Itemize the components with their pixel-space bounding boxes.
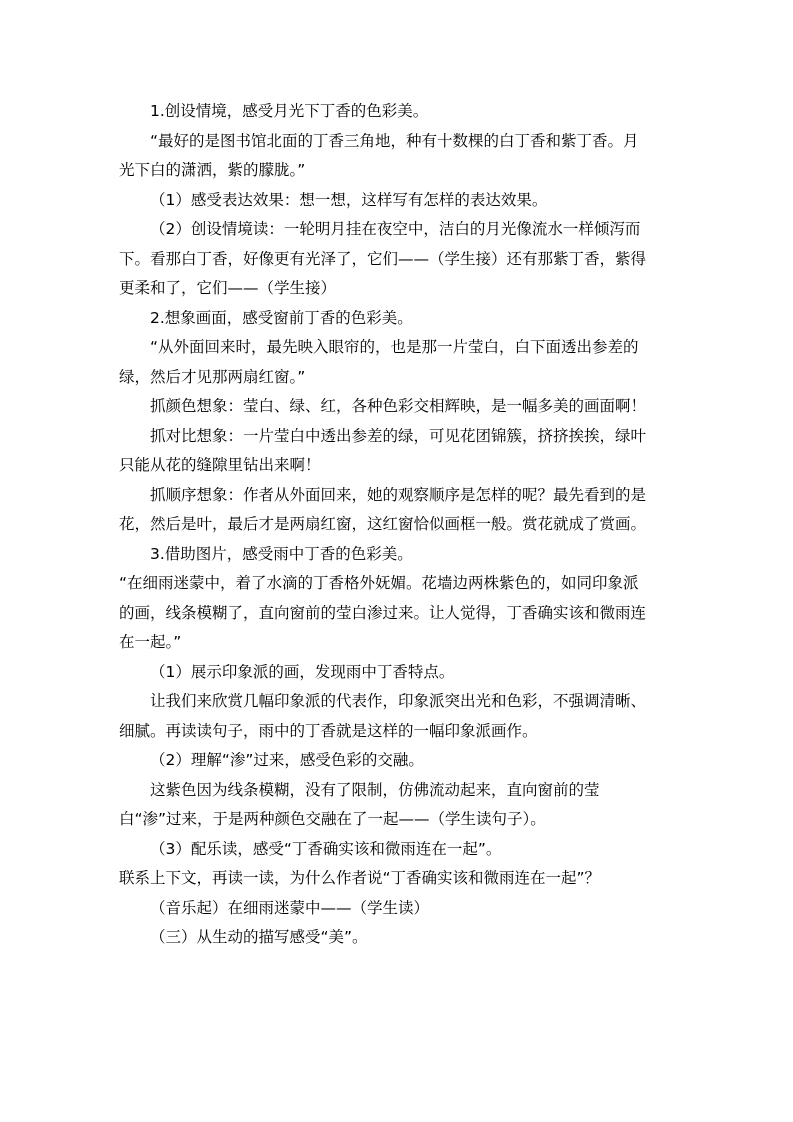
paragraph-section-heading-3: 3.借助图片，感受雨中丁香的色彩美。	[150, 544, 413, 563]
paragraph-contrast-imagination: 抓对比想象：一片莹白中透出参差的绿，可见花团锦簇，挤挤挨挨，绿叶只能从花的缝隙里钻出来啊！	[119, 426, 647, 474]
paragraph-order-imagination: 抓顺序想象：作者从外面回来，她的观察顺序是怎样的呢？最先看到的是花，然后是叶，最后才是两扇红窗，这红窗恰似画框一般。赏花就成了赏画。	[119, 485, 647, 533]
paragraph-step-1: （1）感受表达效果：想一想，这样写有怎样的表达效果。	[150, 190, 548, 209]
paragraph-step-5: （3）配乐读，感受“丁香确实该和微雨连在一起”。	[150, 839, 502, 858]
paragraph-section-heading-2: 2.想象画面，感受窗前丁香的色彩美。	[150, 308, 413, 327]
paragraph-step-2: （2）创设情境读：一轮明月挂在夜空中，洁白的月光像流水一样倾泻而下。看那白丁香，好像更有光泽了，它们——（学生接）还有那紫丁香，紫得更柔和了，它们——（学生接）	[119, 220, 647, 297]
paragraph-impressionism: 让我们来欣赏几幅印象派的代表作，印象派突出光和色彩，不强调清晰、细腻。再读读句子，雨中的丁香就是这样的一幅印象派画作。	[119, 692, 647, 740]
paragraph-step-4: （2）理解“渗”过来，感受色彩的交融。	[150, 751, 424, 769]
document-body	[119, 97, 647, 953]
paragraph-quote-3: “在细雨迷蒙中，着了水滴的丁香格外妩媚。花墙边两株紫色的，如同印象派的画，线条模糊了，直向窗前的莹白渗过来。让人觉得，丁香确实该和微雨连在一起。”	[119, 574, 647, 651]
paragraph-section-heading-1: 1.创设情境，感受月光下丁香的色彩美。	[150, 102, 429, 120]
paragraph-section-heading-4: （三）从生动的描写感受“美”。	[150, 928, 368, 946]
paragraph-quote-1: “最好的是图书馆北面的丁香三角地，种有十数棵的白丁香和紫丁香。月光下白的潇洒，紫的朦胧。”	[119, 131, 639, 179]
paragraph-color-imagination: 抓颜色想象：莹白、绿、红，各种色彩交相辉映，是一幅多美的画面啊！	[150, 397, 647, 415]
paragraph-seep-explanation: 这紫色因为线条模糊，没有了限制，仿佛流动起来，直向窗前的莹白“渗”过来，于是两种颜色交融在了一起——（学生读句子）。	[119, 780, 600, 828]
paragraph-music-reading: （音乐起）在细雨迷蒙中——（学生读）	[150, 898, 430, 917]
paragraph-step-3: （1）展示印象派的画，发现雨中丁香特点。	[150, 662, 455, 681]
paragraph-context-question: 联系上下文，再读一读，为什么作者说“丁香确实该和微雨连在一起”？	[119, 869, 601, 887]
paragraph-quote-2: “从外面回来时，最先映入眼帘的，也是那一片莹白，白下面透出参差的绿，然后才见那两扇红窗。”	[119, 338, 639, 386]
